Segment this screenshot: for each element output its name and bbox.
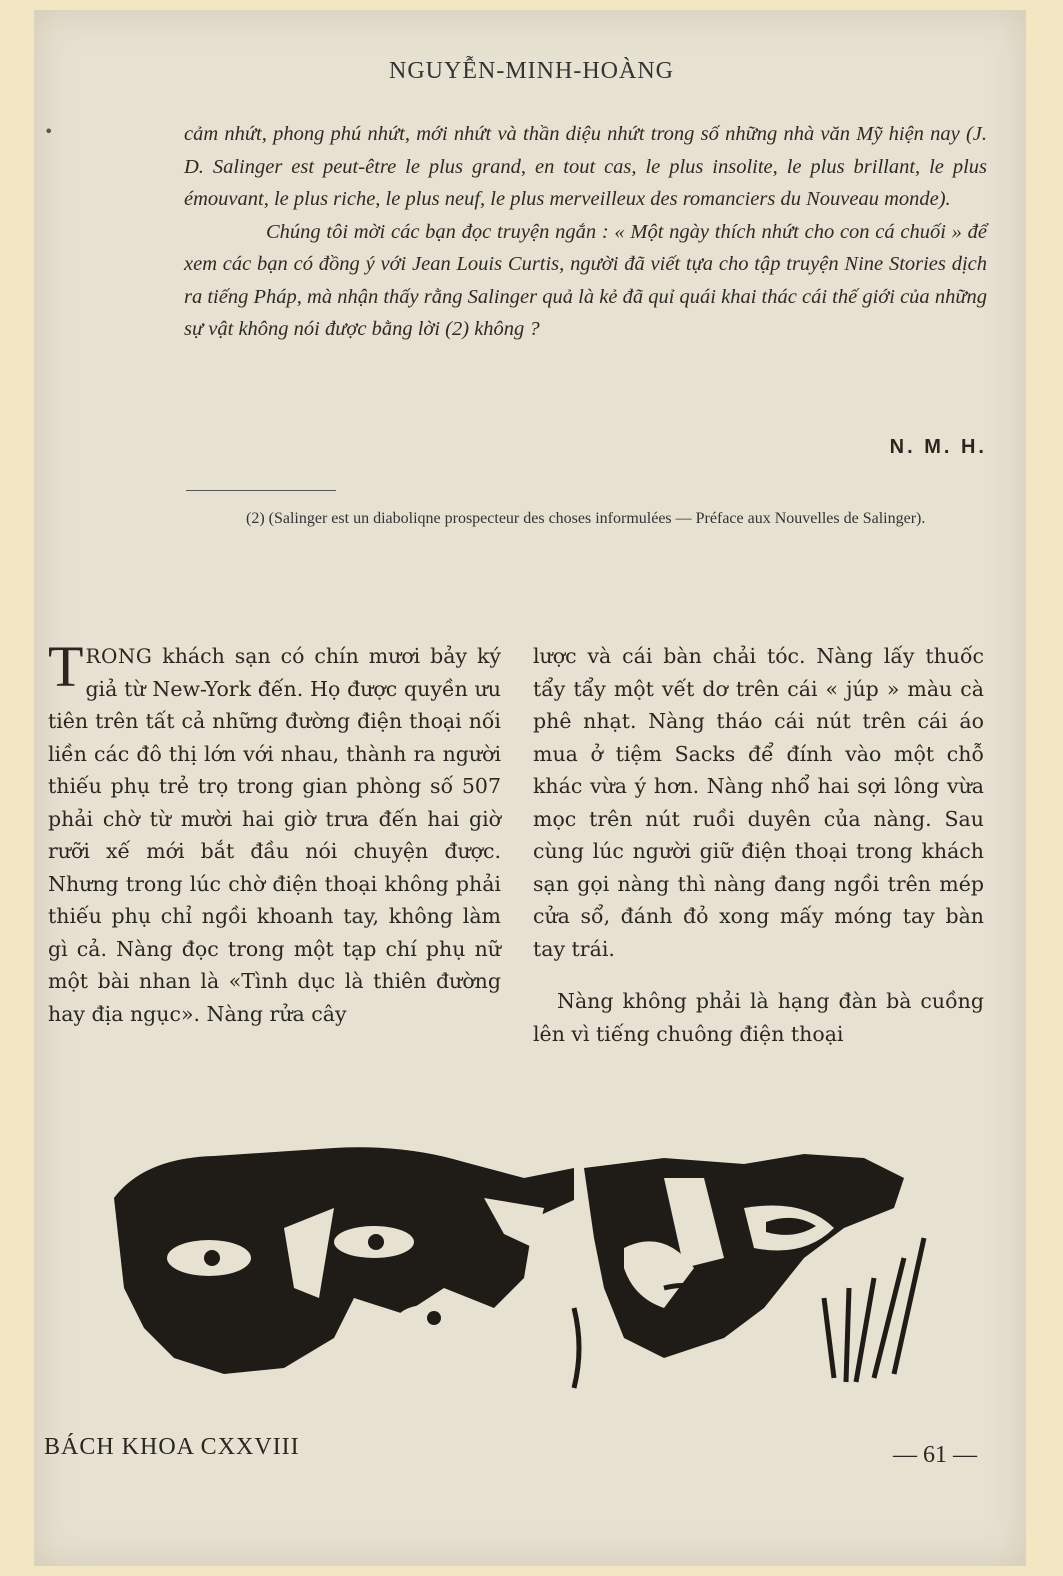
story-paragraph-2: Nàng không phải là hạng đàn bà cuồng lên vì tiếng chuông điện thoại — [533, 989, 984, 1046]
story-paragraph-1 — [48, 634, 501, 1030]
story-column-right — [533, 640, 984, 1050]
footnote-divider — [186, 490, 336, 491]
intro-section — [184, 118, 987, 346]
signature-initials: N. M. H. — [889, 436, 987, 458]
margin-bullet: • — [44, 122, 54, 141]
running-head-author: NGUYỄN-MINH-HOÀNG — [389, 58, 674, 84]
drop-cap: T — [48, 634, 84, 699]
footer-magazine-title: BÁCH KHOA CXXVIII — [44, 1434, 300, 1460]
footnote-text: (2) (Salinger est un diaboliqne prospecteur des choses informulées — Préface aux Nouvelles de Salinger). — [246, 510, 926, 527]
intro-paragraph-1: cảm nhứt, phong phú nhứt, mới nhứt và thần diệu nhứt trong số những nhà văn Mỹ hiện nay (J. D. Salinger est peut-être le plus grand, en tout cas, le plus insolite, le plus brillant, le plus émouvant, le plus riche, le plus neuf, le plus merveilleux des romanciers du Nouveau monde). — [184, 123, 987, 210]
intro-paragraph-2: Chúng tôi mời các bạn đọc truyện ngắn : « Một ngày thích nhứt cho con cá chuối » để xem các bạn có đồng ý với Jean Louis Curtis, người đã viết tựa cho tập truyện Nine Stories dịch ra tiếng Pháp, mà nhận thấy rằng Salinger quả là kẻ đã quỉ quái khai thác cái thế giới của những sự vật không nói được bằng lời (2) không ? — [184, 220, 987, 340]
footnote — [184, 506, 987, 531]
woodcut-illustration — [104, 1138, 966, 1402]
story-left-text: khách sạn có chín mươi bảy ký giả từ New-York đến. Họ được quyền ưu tiên trên tất cả những đường điện thoại nối liền các đô thị lớn với nhau, thành ra người thiếu phụ trẻ trọ trong gian phòng số 507 phải chờ từ mười hai giờ trưa đến hai giờ rưỡi xế mới bắt đầu nói chuyện được. Nhưng trong lúc chờ điện thoại không phải thiếu phụ chỉ ngồi khoanh tay, không làm gì cả. Nàng đọc trong một tạp chí phụ nữ một bài nhan là «Tình dục là thiên đường hay địa ngục». Nàng rửa cây — [48, 644, 501, 1026]
opening-word: RONG — [85, 644, 153, 668]
story-column-left — [48, 634, 501, 1030]
story-right-text: lược và cái bàn chải tóc. Nàng lấy thuốc tẩy tẩy một vết dơ trên cái « júp » màu cà phê nhạt. Nàng tháo cái nút trên cái áo mua ở tiệm Sacks để đính vào một chỗ khác vừa ý hơn. Nàng nhổ hai sợi lông vừa mọc trên nút ruồi duyên của nàng. Sau cùng lúc người giữ điện thoại trong khách sạn gọi nàng thì nàng đang ngồi trên mép cửa sổ, đánh đỏ xong mấy móng tay bàn tay trái. — [533, 644, 984, 961]
footer-page-number: — 61 — — [893, 1442, 977, 1468]
